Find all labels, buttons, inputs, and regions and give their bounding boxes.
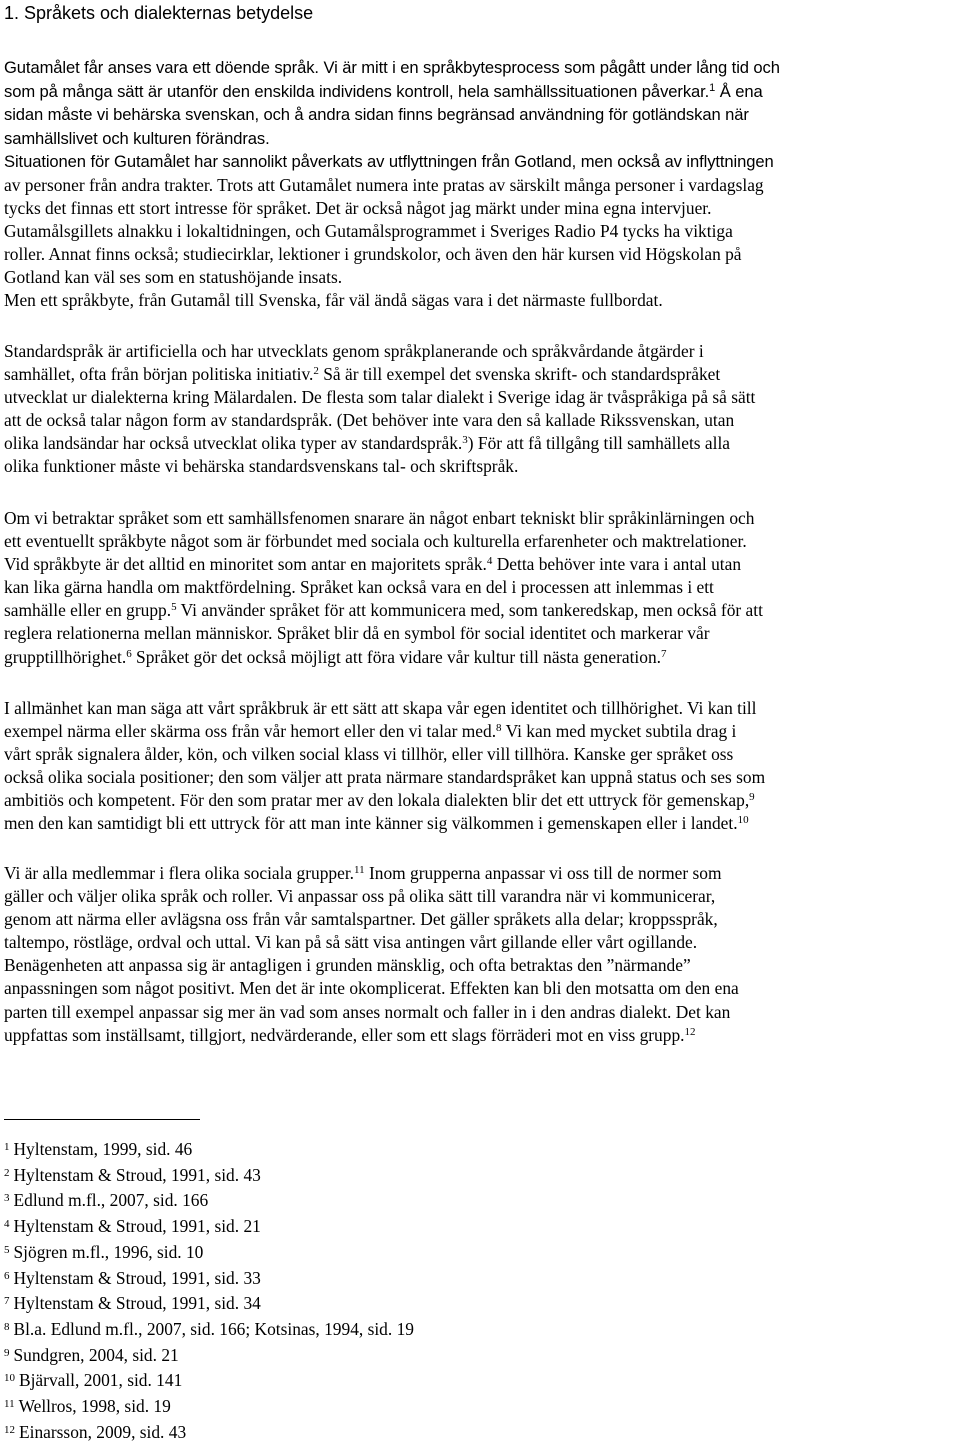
text-run: Gutamålsgillets alnakku i lokaltidningen, och Gutamålsprogrammet i Sveriges Radio P4 tycks ha viktiga — [4, 221, 733, 242]
text-run: grupptillhörighet. — [4, 646, 127, 667]
footnote-ref[interactable]: 5 — [171, 601, 177, 614]
footnote-ref[interactable]: 1 — [709, 81, 716, 94]
text-line — [4, 289, 956, 312]
paragraph — [4, 697, 956, 836]
text-line — [4, 954, 956, 977]
footnote-item — [4, 1214, 414, 1240]
text-run: Inom grupperna anpassar vi oss till de normer som — [364, 863, 722, 883]
footnote-number: 5 — [4, 1243, 10, 1256]
footnote-number: 8 — [4, 1320, 10, 1333]
text-line — [4, 409, 956, 432]
text-line — [4, 931, 956, 954]
text-line — [4, 622, 956, 645]
text-line — [4, 908, 956, 931]
text-run: uppfattas som inställsamt, tillgjort, nedvärderande, eller som ett slags förräderi mot en viss grupp. — [4, 1024, 685, 1045]
footnote-text: Bl.a. Edlund m.fl., 2007, sid. 166; Kotsinas, 1994, sid. 19 — [13, 1318, 414, 1339]
text-run: reglera relationerna mellan människor. Språket blir då en symbol för social identitet och markerar vår — [4, 623, 710, 644]
text-run: vårt språk signalera ålder, kön, och vilken social klass vi tillhör, eller vill tillhöra. Kanske ger språket oss — [4, 744, 734, 765]
footnote-item — [4, 1163, 414, 1189]
text-line — [4, 174, 956, 197]
footnote-number: 3 — [4, 1192, 10, 1205]
text-line — [4, 697, 956, 720]
footnote-separator — [4, 1119, 200, 1120]
footnote-number: 6 — [4, 1269, 10, 1282]
text-run: ambitiös och kompetent. För den som pratar mer av den lokala dialekten blir det ett uttryck för gemenskap, — [4, 790, 750, 811]
footnote-number: 7 — [4, 1295, 10, 1308]
footnote-number: 12 — [4, 1423, 15, 1436]
text-line — [4, 340, 956, 363]
text-line — [4, 386, 956, 409]
text-run: gäller och väljer olika språk och roller. Vi anpassar oss på olika sätt till varandra när vi kommunicerar, — [4, 886, 716, 907]
text-run: Gutamålet får anses vara ett döende språk. Vi är mitt i en språkbytesprocess som pågått under lång tid och — [4, 58, 780, 77]
text-line — [4, 812, 956, 835]
footnote-text: Sundgren, 2004, sid. 21 — [13, 1344, 179, 1365]
text-line — [4, 197, 956, 220]
footnote-number: 1 — [4, 1141, 10, 1153]
text-line — [4, 977, 956, 1000]
footnote-list — [4, 1137, 414, 1445]
footnote-ref[interactable]: 11 — [354, 864, 365, 876]
text-run: Å ena — [715, 81, 763, 101]
footnote-ref[interactable]: 2 — [313, 365, 319, 378]
text-run: genom att närma eller avlägsna oss från vår samtalspartner. Det gäller språkets alla delar; kroppsspråk, — [4, 909, 718, 930]
text-run: anpassningen som något positivt. Men det är inte okomplicerat. Effekten kan bli den motsatta om den ena — [4, 978, 739, 999]
text-line — [4, 507, 956, 530]
text-run: samhällslivet och kulturen förändras. — [4, 128, 270, 148]
text-run: roller. Annat finns också; studiecirklar, lektioner i grundskolor, och även den här kursen vid Högskolan på — [4, 244, 742, 265]
text-line — [4, 455, 956, 478]
text-run: att de också talar någon form av standardspråk. (Det behöver inte vara den så kallade Rikssvenskan, utan — [4, 410, 735, 431]
text-line — [4, 127, 956, 151]
text-run: kan lika gärna handla om maktfördelning. Språket kan också vara en del i processen att inlemmas i ett — [4, 577, 714, 598]
paragraph — [4, 507, 956, 669]
text-run: tycks det finnas ett stort intresse för språket. Det är också något jag märkt under mina egna intervjuer. — [4, 198, 712, 219]
text-line — [4, 56, 956, 80]
text-line — [4, 266, 956, 289]
text-run: Språket gör det också möjligt att föra vidare vår kultur till nästa generation. — [131, 646, 661, 667]
footnote-ref[interactable]: 10 — [737, 814, 749, 827]
text-run: Gotland kan väl ses som en statushöjande insats. — [4, 267, 343, 288]
text-run: Vi kan med mycket subtila drag i — [501, 721, 737, 742]
footnote-ref[interactable]: 3 — [462, 434, 468, 447]
footnote-ref[interactable]: 12 — [684, 1025, 696, 1038]
text-run: Vid språkbyte är det alltid en minoritet som antar en majoritets språk. — [4, 554, 487, 575]
text-run: ett eventuellt språkbyte något som är förbundet med sociala och kulturella erfarenheter och maktrelationer. — [4, 531, 747, 552]
footnote-text: Hyltenstam & Stroud, 1991, sid. 33 — [13, 1267, 261, 1288]
text-line — [4, 576, 956, 599]
text-line — [4, 720, 956, 743]
text-line — [4, 150, 956, 174]
text-run: exempel närma eller skärma oss från vår hemort eller den vi talar med. — [4, 721, 497, 742]
footnote-item — [4, 1137, 414, 1163]
footnote-text: Hyltenstam, 1999, sid. 46 — [13, 1139, 193, 1159]
footnote-number: 11 — [4, 1398, 15, 1411]
text-line — [4, 862, 956, 885]
text-run: olika landsändar har också utvecklat olika typer av standardspråk. — [4, 433, 463, 454]
text-line — [4, 766, 956, 789]
footnote-item — [4, 1266, 414, 1292]
text-run: Så är till exempel det svenska skrift- och standardspråket — [318, 364, 721, 385]
footnote-number: 4 — [4, 1218, 10, 1231]
text-line — [4, 743, 956, 766]
text-run: men den kan samtidigt bli ett uttryck för att man inte känner sig välkommen i gemenskapen eller i landet. — [4, 813, 738, 834]
text-run: Vi är alla medlemmar i flera olika sociala grupper. — [4, 863, 355, 883]
footnote-item — [4, 1343, 414, 1369]
text-line — [4, 599, 956, 622]
footnote-text: Einarsson, 2009, sid. 43 — [19, 1421, 187, 1442]
footnote-item — [4, 1368, 414, 1394]
footnote-text: Hyltenstam & Stroud, 1991, sid. 21 — [13, 1216, 261, 1237]
paragraph — [4, 174, 956, 313]
paragraph — [4, 862, 956, 1047]
footnote-item — [4, 1291, 414, 1317]
footnote-ref[interactable]: 6 — [126, 647, 132, 660]
footnote-number: 10 — [4, 1372, 15, 1385]
text-line — [4, 432, 956, 455]
footnote-text: Sjögren m.fl., 1996, sid. 10 — [13, 1241, 204, 1262]
section-heading: 1. Språkets och dialekternas betydelse — [4, 3, 314, 23]
text-run: Detta behöver inte vara i antal utan — [492, 554, 742, 575]
text-run: som på många sätt är utanför den enskilda individens kontroll, hela samhällssituationen påverkar. — [4, 81, 710, 101]
footnote-text: Hyltenstam & Stroud, 1991, sid. 43 — [13, 1164, 261, 1185]
text-run: Benägenheten att anpassa sig är antagligen i grunden mänsklig, och ofta betraktas den ”närmande” — [4, 955, 691, 976]
footnote-text: Bjärvall, 2001, sid. 141 — [19, 1370, 183, 1391]
footnote-ref[interactable]: 9 — [749, 791, 755, 804]
text-run: sidan måste vi behärska svenskan, och å andra sidan finns begränsad användning för gotländskan när — [4, 105, 749, 124]
text-run: I allmänhet kan man säga att vårt språkbruk är ett sätt att skapa vår egen identitet och tillhörighet. Vi kan till — [4, 698, 757, 718]
footnote-number: 2 — [4, 1166, 10, 1179]
text-run: olika funktioner måste vi behärska standardsvenskans tal- och skriftspråk. — [4, 456, 519, 477]
paragraph — [4, 340, 956, 479]
text-line — [4, 530, 956, 553]
footnote-ref[interactable]: 7 — [661, 647, 667, 660]
text-run: också olika sociala positioner; den som väljer att prata närmare standardspråket kan uppnå status och ses som — [4, 767, 766, 788]
text-line — [4, 80, 956, 104]
text-line — [4, 646, 956, 669]
text-line — [4, 103, 956, 127]
text-run: ) För att få tillgång till samhällets alla — [467, 433, 731, 454]
text-line — [4, 243, 956, 266]
text-run: parten till exempel anpassar sig mer än vad som anses normalt och faller in i den andras dialekt. Det kan — [4, 1001, 731, 1022]
text-run: taltempo, röstläge, ordval och uttal. Vi kan på så sätt visa antingen vårt gillande eller vårt ogillande. — [4, 932, 698, 953]
text-run: Om vi betraktar språket som ett samhällsfenomen snarare än något enbart tekniskt blir språkinlärningen och — [4, 508, 755, 528]
footnote-item — [4, 1188, 414, 1214]
text-line — [4, 1024, 956, 1047]
footnote-item — [4, 1317, 414, 1343]
text-run: samhälle eller en grupp. — [4, 600, 172, 621]
text-line — [4, 363, 956, 386]
text-line — [4, 1001, 956, 1024]
footnote-item — [4, 1240, 414, 1266]
text-run: Standardspråk är artificiella och har utvecklats genom språkplanerande och språkvårdande åtgärder i — [4, 341, 704, 361]
text-line — [4, 553, 956, 576]
footnote-text: Wellros, 1998, sid. 19 — [18, 1396, 171, 1417]
text-run: Situationen för Gutamålet har sannolikt påverkats av utflyttningen från Gotland, men också av inflyttningen — [4, 152, 774, 171]
text-line — [4, 789, 956, 812]
footnote-ref[interactable]: 8 — [496, 722, 502, 735]
text-run: utvecklat ur dialekterna kring Mälardalen. De flesta som talar dialekt i Sverige idag är tvåspråkiga på så sätt — [4, 387, 756, 408]
paragraph — [4, 56, 956, 174]
footnote-number: 9 — [4, 1346, 10, 1359]
footnote-text: Hyltenstam & Stroud, 1991, sid. 34 — [13, 1293, 261, 1314]
footnote-item — [4, 1420, 414, 1445]
text-run: av personer från andra trakter. Trots att Gutamålet numera inte pratas av särskilt många personer i vardagslag — [4, 175, 764, 195]
text-run: samhället, ofta från början politiska initiativ. — [4, 364, 314, 385]
text-run: Vi använder språket för att kommunicera med, som tankeredskap, men också för att — [176, 600, 763, 621]
footnote-text: Edlund m.fl., 2007, sid. 166 — [13, 1190, 209, 1211]
footnote-ref[interactable]: 4 — [486, 555, 493, 568]
text-line — [4, 220, 956, 243]
text-line — [4, 885, 956, 908]
text-run: Men ett språkbyte, från Gutamål till Svenska, får väl ändå sägas vara i det närmaste fullbordat. — [4, 290, 663, 311]
footnote-item — [4, 1394, 414, 1420]
